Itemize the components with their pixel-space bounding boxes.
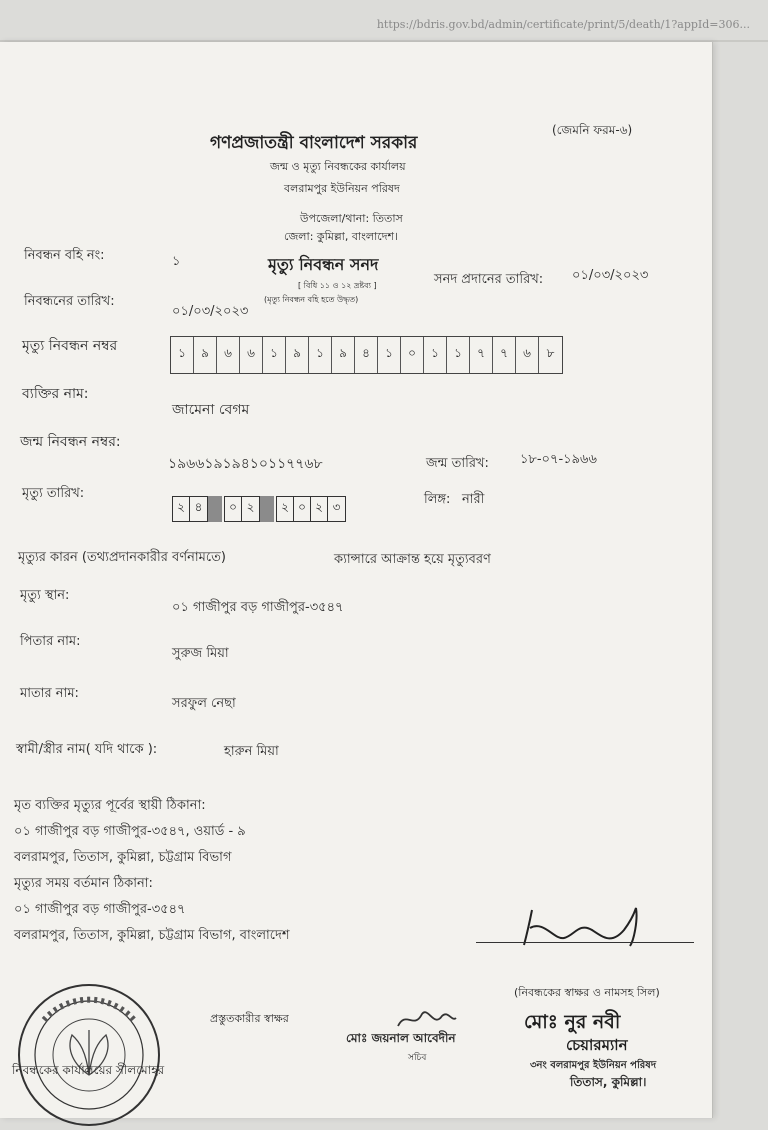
- death-year-digit: ০: [294, 497, 311, 521]
- preparer-caption: প্রস্তুতকারীর স্বাক্ষর: [210, 1012, 289, 1025]
- present-address-label: মৃত্যুর সময় বর্তমান ঠিকানা:: [14, 876, 153, 891]
- upazila-heading: উপজেলা/থানা: তিতাস: [300, 212, 403, 225]
- reg-number-digit: ৯: [286, 337, 309, 373]
- issue-date-value: ০১/০৩/২০২৩: [572, 268, 649, 283]
- father-value: সুরুজ মিয়া: [172, 646, 229, 661]
- reg-number-digit: ১: [171, 337, 194, 373]
- father-label: পিতার নাম:: [20, 634, 81, 649]
- reg-number-digit: ৯: [194, 337, 217, 373]
- death-month-digit: ২: [246, 500, 255, 514]
- death-place-value: ০১ গাজীপুর বড় গাজীপুর-৩৫৪৭: [172, 600, 344, 615]
- death-date-label: মৃত্যু তারিখ:: [22, 486, 85, 501]
- chairman-name: মোঃ নুর নবী: [524, 1011, 621, 1033]
- death-day-digit: ৪: [194, 500, 203, 514]
- permanent-address-label: মৃত ব্যক্তির মৃত্যুর পূর্বের স্থায়ী ঠিকানা:: [14, 798, 206, 813]
- registrar-signature: [484, 900, 694, 960]
- spouse-value: হারুন মিয়া: [224, 744, 279, 759]
- date-separator: [260, 496, 274, 522]
- death-year-digit: ৩: [332, 500, 341, 514]
- reg-number-digit: ৬: [240, 337, 263, 373]
- mother-value: সরফুল নেছা: [172, 696, 236, 711]
- reg-date-value: ০১/০৩/২০২৩: [172, 304, 249, 319]
- birth-date-value: ১৮-০৭-১৯৬৬: [520, 452, 597, 467]
- reg-number-digit: ০: [401, 337, 424, 373]
- union-parishad-seal: [14, 980, 164, 1130]
- death-reg-number-boxes: [170, 336, 563, 374]
- gender-value: নারী: [462, 492, 485, 507]
- office-heading: জন্ম ও মৃত্যু নিবন্ধকের কার্যালয়: [270, 160, 406, 173]
- birth-reg-no-value: ১৯৬৬১৯১৯৪১০১১৭৭৬৮: [168, 456, 323, 472]
- date-separator: [208, 496, 222, 522]
- secretary-title: সচিব: [408, 1053, 427, 1063]
- name-value: জামেনা বেগম: [172, 402, 250, 418]
- chairman-union: ৩নং বলরামপুর ইউনিয়ন পরিষদ: [530, 1060, 657, 1071]
- death-year-digit: ২: [311, 497, 328, 521]
- register-book-label: নিবন্ধন বহি নং:: [24, 248, 105, 263]
- chairman-place: তিতাস, কুমিল্লা।: [570, 1075, 647, 1089]
- registrar-signature-line: [476, 942, 694, 943]
- name-label: ব্যক্তির নাম:: [22, 386, 89, 402]
- issue-date-label: সনদ প্রদানের তারিখ:: [434, 272, 544, 287]
- death-day-boxes: [172, 496, 208, 522]
- spouse-label: স্বামী/স্ত্রীর নাম( যদি থাকে ):: [16, 742, 158, 757]
- reg-date-label: নিবন্ধনের তারিখ:: [24, 294, 115, 309]
- reg-number-digit: ৭: [493, 337, 516, 373]
- permanent-address-line1: ০১ গাজীপুর বড় গাজীপুর-৩৫৪৭, ওয়ার্ড - ৯: [14, 824, 246, 839]
- death-reg-no-label: মৃত্যু নিবন্ধন নম্বর: [22, 338, 118, 354]
- gender-label: লিঙ্গ:: [424, 492, 451, 507]
- reg-number-digit: ৬: [516, 337, 539, 373]
- death-month-digit: ০: [225, 497, 242, 521]
- death-year-boxes: [276, 496, 346, 522]
- reg-number-digit: ৮: [546, 346, 555, 360]
- office-seal-caption: নিবন্ধকের কার্যালয়ের সীলমোহর: [12, 1063, 165, 1077]
- reg-number-digit: ৬: [217, 337, 240, 373]
- mother-label: মাতার নাম:: [20, 686, 79, 701]
- union-heading: বলরামপুর ইউনিয়ন পরিষদ: [284, 182, 400, 195]
- reg-number-digit: ১: [309, 337, 332, 373]
- rule-reference: [ বিধি ১১ ও ১২ দ্রষ্টব্য ]: [298, 281, 377, 290]
- reg-number-digit: ১: [424, 337, 447, 373]
- reg-number-digit: ১: [263, 337, 286, 373]
- reg-number-digit: ৭: [470, 337, 493, 373]
- certificate-title: মৃত্যু নিবন্ধন সনদ: [268, 255, 379, 274]
- birth-date-label: জন্ম তারিখ:: [426, 456, 489, 471]
- reg-number-digit: ১: [378, 337, 401, 373]
- birth-reg-no-label: জন্ম নিবন্ধন নম্বর:: [20, 434, 121, 450]
- form-number: (জেমনি ফরম-৬): [552, 123, 633, 137]
- present-address-line2: বলরামপুর, তিতাস, কুমিল্লা, চট্টগ্রাম বিভাগ, বাংলাদেশ: [14, 928, 290, 943]
- reg-number-digit: ৪: [355, 337, 378, 373]
- death-cause-value: ক্যান্সারে আক্রান্ত হয়ে মৃত্যুবরণ: [334, 552, 491, 567]
- secretary-name: মোঃ জয়নাল আবেদীন: [346, 1031, 456, 1045]
- present-address-line1: ০১ গাজীপুর বড় গাজীপুর-৩৫৪৭: [14, 902, 186, 917]
- chairman-title: চেয়ারম্যান: [566, 1036, 628, 1054]
- death-day-digit: ২: [173, 497, 190, 521]
- government-heading: গণপ্রজাতন্ত্রী বাংলাদেশ সরকার: [210, 133, 418, 153]
- district-heading: জেলা: কুমিল্লা, বাংলাদেশ।: [284, 230, 398, 243]
- death-cause-label: মৃত্যুর কারন (তথ্যপ্রদানকারীর বর্ণনামতে): [18, 550, 226, 565]
- reg-number-digit: ৯: [332, 337, 355, 373]
- death-year-digit: ২: [277, 497, 294, 521]
- extract-note: (মৃত্যু নিবন্ধন বহি হতে উদ্ধৃত): [264, 295, 359, 304]
- register-book-value: ১: [172, 254, 181, 269]
- death-place-label: মৃত্যু স্থান:: [20, 588, 70, 603]
- registrar-caption: (নিবন্ধকের স্বাক্ষর ও নামসহ সিল): [514, 986, 660, 999]
- page-url: https://bdris.gov.bd/admin/certificate/print/5/death/1?appId=306...: [376, 18, 750, 31]
- reg-number-digit: ১: [447, 337, 470, 373]
- permanent-address-line2: বলরামপুর, তিতাস, কুমিল্লা, চট্টগ্রাম বিভাগ: [14, 850, 232, 865]
- death-month-boxes: [224, 496, 260, 522]
